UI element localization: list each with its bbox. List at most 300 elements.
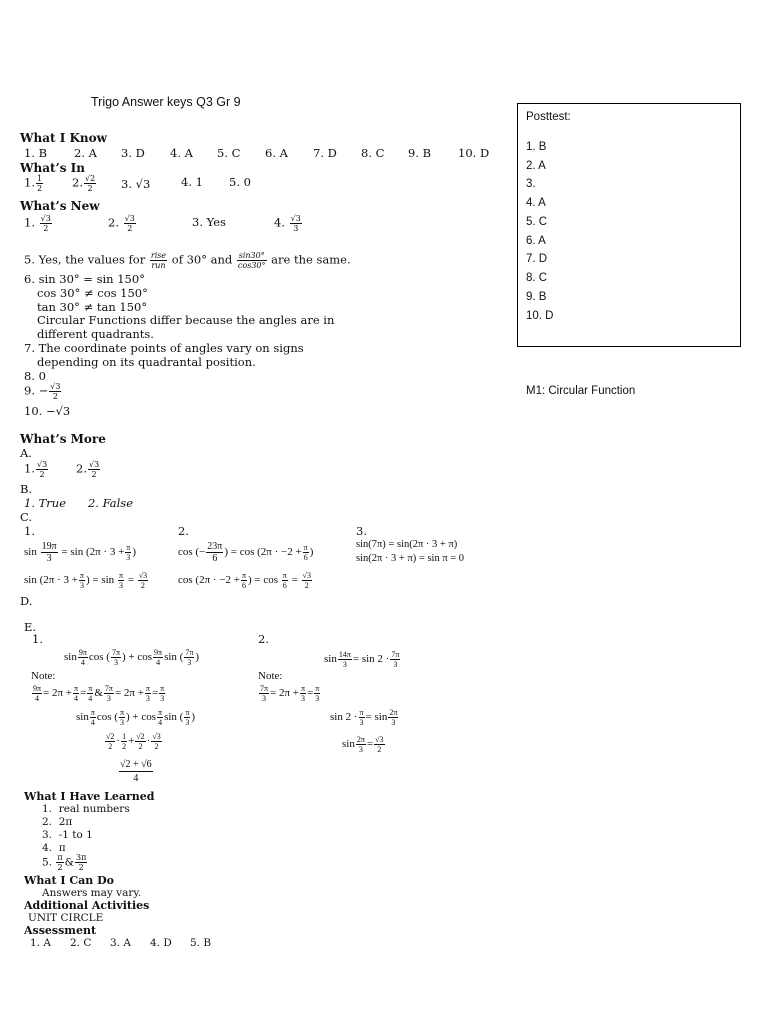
math-text: = 2π + [270,687,300,700]
whats-in-item-1 [24,174,44,193]
item-number: 4. [274,215,285,230]
whats-new-item-6: 6. sin 30° = sin 150° [24,272,145,286]
posttest-answer: 6. A [526,235,546,247]
math-text: cos (2π · −2 + [178,574,240,587]
math-text: = [80,687,87,700]
numerator: π [315,684,320,693]
numerator: 1 [122,732,127,741]
posttest-answer: 7. D [526,253,548,265]
denominator: 2 [36,184,43,193]
item-value: √3 [135,177,151,191]
item-number: 2. [108,215,119,230]
answer-item: 1. B [24,146,48,160]
numerator: π [118,571,123,580]
fraction [119,758,153,785]
whats-new-heading: What’s New [20,199,100,213]
denominator: 2 [91,470,97,479]
math-text: ) [195,651,200,664]
fraction [32,684,42,703]
denominator: 3 [113,658,118,667]
part-b-answers: 1. True 2. False [24,496,134,510]
fraction [125,543,131,562]
math-text: ) = sin [85,574,115,587]
denominator: 3 [126,553,131,562]
e1-note-line-1 [31,684,166,703]
whats-new-item-4 [274,214,303,233]
posttest-answer: 4. A [526,197,546,209]
whats-in-item-4 [181,175,203,189]
fraction [145,684,151,703]
item-number: 5. [229,175,240,189]
denominator: 3 [391,718,396,727]
fraction [314,684,320,703]
numerator: π [301,684,306,693]
whats-new-item-10: 10. −√3 [24,404,71,418]
part-d-label: D. [20,594,33,608]
math-text: sin ( [164,711,184,724]
assessment-answer: 3. A [110,937,131,949]
math-text: ) [309,546,314,559]
whats-in-heading: What’s In [20,161,85,175]
fraction [150,251,167,270]
math-text: · [116,735,121,748]
denominator: 3 [118,581,123,590]
learned-heading: What I Have Learned [24,790,155,803]
numerator: √3 [36,460,48,469]
posttest-answer: 8. C [526,272,548,284]
c2-equation-1 [178,541,313,564]
fraction [282,571,288,590]
e2-note-line-2 [330,708,399,727]
answer-item: 2. A [74,146,97,160]
denominator: 2 [138,742,143,751]
fraction [90,708,96,727]
denominator: 3 [293,224,299,233]
item-number: 2. [72,175,83,190]
numerator: π [57,853,63,862]
numerator: √2 [136,732,145,741]
part-e-item-2: 2. [258,632,269,646]
numerator: π [282,571,287,580]
additional-text: UNIT CIRCLE [28,912,104,924]
math-text: sin [324,653,337,666]
whats-new-item-6-line: different quadrants. [37,327,154,341]
math-text: = sin [365,711,388,724]
item-number: 1. [24,461,35,476]
denominator: 3 [359,718,364,727]
assessment-answer: 1. A [30,937,51,949]
fraction [390,650,400,669]
fraction [184,648,194,667]
item-number: 4. [181,175,192,189]
whats-in-item-2 [72,174,97,193]
math-text: & [64,856,74,869]
denominator: 4 [158,718,163,727]
item-text: are the same. [271,252,351,267]
numerator: √3 [138,571,148,580]
whats-in-item-5 [229,175,251,189]
math-text: sin [64,651,77,664]
denominator: 2 [377,745,382,754]
document-title: Trigo Answer keys Q3 Gr 9 [91,95,241,109]
fraction [374,735,384,754]
c1-equation-1 [24,541,136,564]
numerator: 7π [185,648,194,657]
fraction [135,732,145,751]
numerator: sin30° [238,251,265,260]
math-text: cos (− [178,546,206,559]
e1-note-result [118,758,154,785]
part-e-label: E. [24,620,37,634]
learned-item-2: 2. 2π [42,816,73,828]
denominator: 2 [304,581,309,590]
math-text: = [307,687,314,700]
item-text: 5. Yes, the values for [24,252,146,267]
c3-equation-1: sin(7π) = sin(2π · 3 + π) [356,539,458,550]
math-text: sin [24,546,37,559]
numerator: π [303,543,308,552]
denominator: 4 [133,773,139,784]
denominator: 3 [46,553,52,564]
numerator: π [79,571,84,580]
denominator: 4 [90,718,95,727]
denominator: 3 [187,658,192,667]
numerator: 1 [36,174,43,183]
fraction [241,571,247,590]
answer-item: 8. C [361,146,385,160]
item-number: 1. [24,175,35,190]
denominator: 3 [185,718,190,727]
item-number: 1. [24,215,35,230]
learned-item-5 [42,853,88,872]
fraction [159,684,165,703]
whats-new-item-2 [108,214,137,233]
fraction [138,571,148,590]
denominator: 6 [241,581,246,590]
part-a-label: A. [20,446,32,460]
part-c-item-3: 3. [356,524,367,538]
numerator: π [185,708,190,717]
denominator: 4 [156,658,161,667]
numerator: √3 [124,214,135,223]
numerator: 14π [338,650,351,659]
fraction [105,732,115,751]
numerator: √3 [375,735,384,744]
denominator: 2 [52,392,58,401]
whats-new-item-5 [24,251,351,270]
whats-new-item-7: 7. The coordinate points of angles vary on signs [24,341,304,355]
fraction [111,648,121,667]
denominator: 2 [43,224,49,233]
fraction [75,853,87,872]
e1-note-label: Note: [31,670,56,682]
fraction [79,571,85,590]
item-text: of 30° and [171,252,233,267]
posttest-answer: 2. A [526,160,546,172]
fraction [153,648,163,667]
numerator: π [119,708,125,717]
numerator: 23π [207,541,223,552]
fraction [388,708,398,727]
assessment-heading: Assessment [24,924,97,937]
denominator: 2 [122,742,127,751]
numerator: 7π [391,650,400,659]
fraction [359,708,365,727]
denominator: 6 [303,553,308,562]
whats-more-heading: What’s More [20,432,106,446]
denominator: 2 [57,863,63,872]
math-text: ) [191,711,196,724]
math-text: sin 2 · [330,711,358,724]
numerator: 7π [111,648,121,657]
fraction [84,174,96,193]
fraction [104,684,114,703]
fraction [259,684,269,703]
denominator: 3 [79,581,84,590]
denominator: 3 [145,694,150,703]
denominator: 4 [88,694,93,703]
numerator: √3 [290,214,301,223]
whats-new-item-9 [24,382,62,401]
fraction [157,708,163,727]
what-i-know-heading: What I Know [20,131,107,145]
math-text: ) = cos (2π · −2 + [224,546,302,559]
math-text: = [366,738,374,751]
fraction [88,460,100,479]
numerator: π [74,684,79,693]
math-text: sin [76,711,89,724]
fraction [302,571,312,590]
numerator: π [90,708,95,717]
fraction [36,174,43,193]
numerator: π [158,708,163,717]
answer-item: 5. C [217,146,241,160]
numerator: √3 [88,460,100,469]
whats-new-item-6-line: Circular Functions differ because the angles are in [37,313,335,327]
denominator: 3 [315,694,320,703]
fraction [121,732,127,751]
fraction [119,708,125,727]
numerator: 2π [389,708,398,717]
denominator: 3 [393,660,398,669]
denominator: run [151,261,166,270]
fraction [151,732,161,751]
denominator: 3 [119,718,124,727]
numerator: π [359,708,364,717]
math-text: & [94,687,103,700]
posttest-answer: 1. B [526,141,547,153]
item-number: 5. [42,856,53,869]
assessment-answer: 5. B [190,937,212,949]
whats-new-item-1 [24,214,53,233]
numerator: π [88,684,93,693]
fraction [78,648,88,667]
part-c-item-1: 1. [24,524,35,538]
whats-in-item-3 [121,177,150,191]
math-text: ) = cos [248,574,279,587]
denominator: 6 [212,553,218,564]
numerator: rise [150,251,167,260]
item-number: 9. − [24,383,49,398]
denominator: 3 [106,694,111,703]
c2-equation-2 [178,571,313,590]
whats-new-item-6-line: tan 30° ≠ tan 150° [37,300,148,314]
denominator: 3 [160,694,165,703]
denominator: 4 [80,658,85,667]
math-text: = [151,687,159,700]
fraction [184,708,190,727]
can-do-heading: What I Can Do [24,874,114,887]
fraction [124,214,136,233]
c1-equation-2 [24,571,149,590]
math-text: sin ( [164,651,184,664]
posttest-heading: Posttest: [526,111,571,123]
numerator: √2 [84,174,96,183]
answer-item: 10. D [458,146,490,160]
numerator: √2 [106,732,115,741]
numerator: π [126,543,131,552]
posttest-answer: 10. D [526,310,554,322]
fraction [87,684,93,703]
assessment-answer: 2. C [70,937,92,949]
numerator: 9π [33,684,42,693]
fraction [40,214,52,233]
module-label: M1: Circular Function [526,385,636,397]
math-text: sin [342,738,355,751]
additional-heading: Additional Activities [24,899,150,912]
fraction [356,735,366,754]
part-a-item-1 [24,460,49,479]
e2-note-label: Note: [258,670,283,682]
assessment-answer: 4. D [150,937,172,949]
item-value: 0 [243,175,251,189]
numerator: 19π [41,541,57,552]
fraction [36,460,48,479]
math-text: = [291,574,298,587]
denominator: 2 [39,470,45,479]
fraction [338,650,352,669]
e2-note-line-3 [342,735,386,754]
denominator: 2 [78,863,84,872]
whats-new-item-3: 3. Yes [192,215,226,229]
math-text: = sin (2π · 3 + [61,546,125,559]
math-text: ) + cos [122,651,153,664]
numerator: 3π [76,853,87,862]
math-text: + [128,735,135,748]
numerator: √3 [50,382,61,391]
denominator: cos30° [237,261,266,270]
math-text: = [127,574,134,587]
c3-equation-2: sin(2π · 3 + π) = sin π = 0 [356,553,465,564]
answer-item: 6. A [265,146,288,160]
math-text: · [146,735,151,748]
denominator: 4 [35,694,40,703]
learned-item-4: 4. π [42,842,66,854]
fraction [41,541,58,564]
e1-note-line-3 [104,732,163,751]
numerator: π [160,684,165,693]
denominator: 2 [127,224,133,233]
learned-item-3: 3. -1 to 1 [42,829,93,841]
numerator: √3 [40,214,51,223]
fraction [206,541,223,564]
part-a-item-2 [76,460,101,479]
answer-item: 7. D [313,146,337,160]
math-text: ) [132,546,136,559]
learned-item-1: 1. real numbers [42,803,130,815]
part-e-item-1: 1. [32,632,43,646]
math-text: cos ( [88,651,110,664]
math-text: cos ( [96,711,118,724]
denominator: 3 [342,660,347,669]
numerator: π [145,684,150,693]
fraction [56,853,63,872]
denominator: 2 [140,581,145,590]
numerator: 9π [154,648,163,657]
answer-item: 9. B [408,146,432,160]
numerator: 2π [356,735,365,744]
part-c-item-2: 2. [178,524,189,538]
fraction [237,251,267,270]
numerator: 7π [104,684,113,693]
numerator: 7π [260,684,269,693]
e2-expression [324,650,401,669]
numerator: √3 [302,571,311,580]
answer-item: 4. A [170,146,193,160]
math-text: = 2π + [114,687,144,700]
posttest-answer: 3. [526,178,536,190]
denominator: 2 [108,742,113,751]
item-number: 2. [76,461,87,476]
denominator: 3 [358,745,363,754]
can-do-text: Answers may vary. [42,887,142,899]
e1-expression [64,648,199,667]
part-c-label: C. [20,510,33,524]
math-text: = sin 2 · [352,653,390,666]
math-text: ) + cos [126,711,157,724]
e2-note-line-1 [258,684,321,703]
e1-note-line-2 [76,708,195,727]
denominator: 6 [282,581,287,590]
posttest-answer: 9. B [526,291,547,303]
item-number: 3. [121,177,132,191]
fraction [118,571,124,590]
fraction [49,382,61,401]
fraction [290,214,302,233]
part-b-label: B. [20,482,33,496]
item-value: 1 [195,175,203,189]
whats-new-item-8: 8. 0 [24,369,46,383]
denominator: 2 [87,184,93,193]
fraction [73,684,79,703]
whats-new-item-6-line: cos 30° ≠ cos 150° [37,286,148,300]
denominator: 3 [262,694,267,703]
numerator: 9π [78,648,87,657]
math-text: = 2π + [43,687,73,700]
fraction [300,684,306,703]
answer-item: 3. D [121,146,145,160]
posttest-answer: 5. C [526,216,548,228]
math-text: sin (2π · 3 + [24,574,78,587]
numerator: π [241,571,246,580]
fraction [303,543,309,562]
numerator: √2 + √6 [120,759,152,770]
numerator: √3 [152,732,161,741]
denominator: 2 [154,742,159,751]
whats-new-item-7-line: depending on its quadrantal position. [37,355,256,369]
denominator: 3 [301,694,306,703]
denominator: 4 [74,694,79,703]
